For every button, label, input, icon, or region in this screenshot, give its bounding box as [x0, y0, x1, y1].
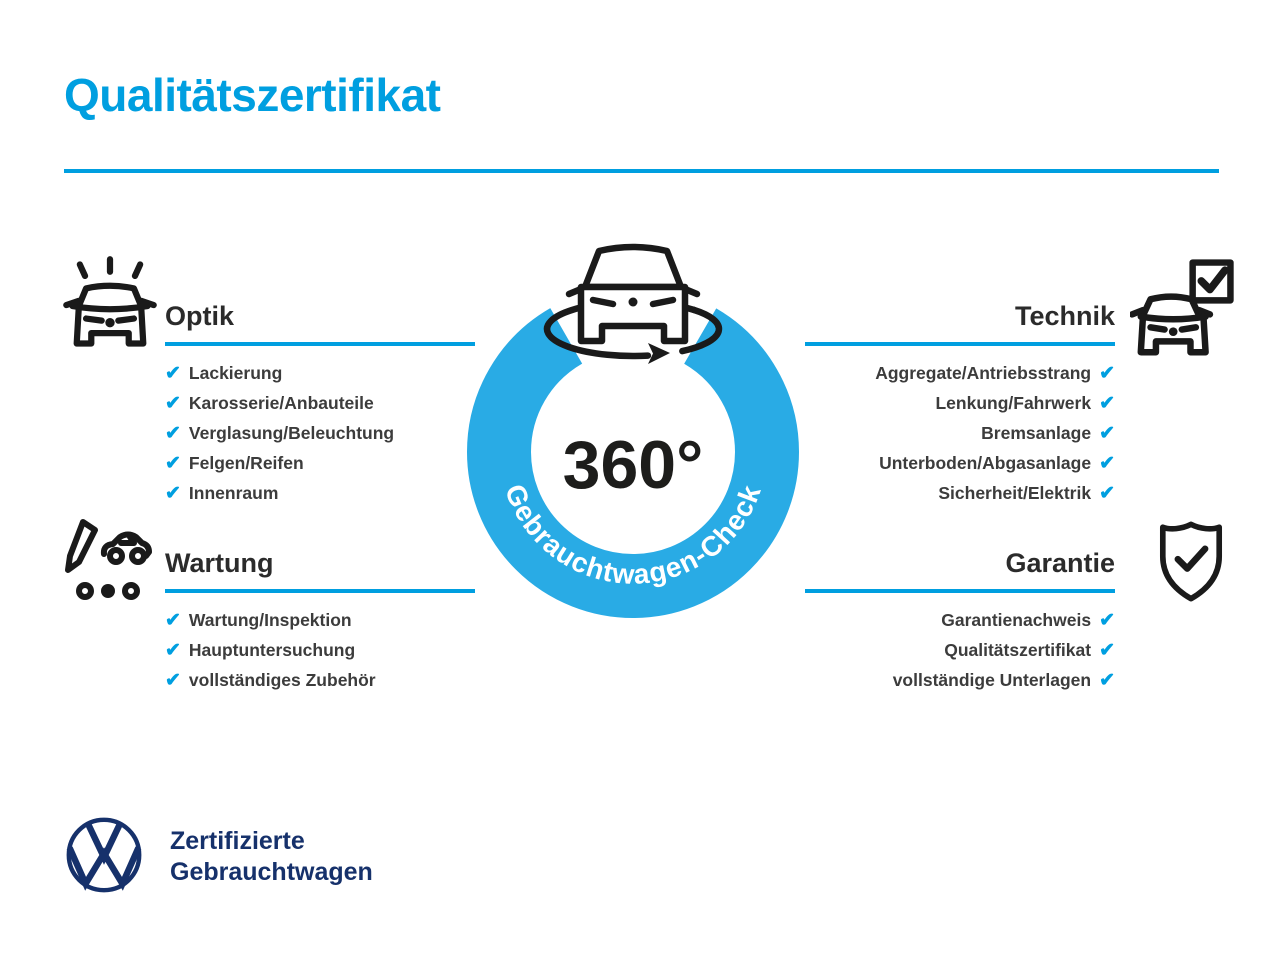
- checklist-item-label: Felgen/Reifen: [188, 452, 304, 473]
- ring-curved-label: Gebrauchtwagen-Check: [498, 479, 767, 591]
- check-icon: ✔: [165, 422, 181, 444]
- checklist-item: [805, 605, 1115, 635]
- section-optik-title: Optik: [165, 301, 235, 331]
- rotating-car-icon: [547, 247, 719, 364]
- checklist-item-label: Innenraum: [188, 482, 279, 503]
- checklist-item: [805, 635, 1115, 665]
- check-icon: ✔: [165, 639, 181, 661]
- section-technik: [805, 300, 1115, 508]
- check-icon: ✔: [165, 669, 181, 691]
- section-underline: [805, 589, 1115, 593]
- checklist-item-label: Bremsanlage: [981, 422, 1092, 443]
- checklist-item: [805, 388, 1115, 418]
- page-title: Qualitätszertifikat: [64, 69, 441, 121]
- technik-checklist: [805, 358, 1115, 508]
- checklist-item-label: Lenkung/Fahrwerk: [935, 392, 1092, 413]
- checklist-item-label: Qualitätszertifikat: [944, 639, 1092, 660]
- section-underline: [165, 589, 475, 593]
- checklist-item: [165, 388, 475, 418]
- garantie-checklist: [805, 605, 1115, 695]
- check-icon: ✔: [165, 392, 181, 414]
- checklist-item: [165, 478, 475, 508]
- vw-logo: [64, 815, 144, 895]
- check-icon: ✔: [1099, 452, 1115, 474]
- check-icon: ✔: [1099, 669, 1115, 691]
- section-garantie: [805, 547, 1115, 695]
- wartung-checklist: [165, 605, 475, 695]
- check-icon: ✔: [165, 452, 181, 474]
- checklist-item: [165, 665, 475, 695]
- checklist-item-label: Lackierung: [188, 362, 283, 383]
- sparkling-car-icon: [58, 252, 162, 356]
- section-garantie-title: Garantie: [1005, 548, 1115, 578]
- checklist-item-label: Unterboden/Abgasanlage: [879, 452, 1092, 473]
- car-checkbox-icon: [1130, 255, 1238, 363]
- section-technik-title: Technik: [1014, 301, 1115, 331]
- checklist-item-label: vollständige Unterlagen: [892, 669, 1092, 690]
- checklist-item: [165, 448, 475, 478]
- checklist-item-label: vollständiges Zubehör: [188, 669, 376, 690]
- checklist-item: [165, 635, 475, 665]
- check-icon: ✔: [1099, 482, 1115, 504]
- checklist-item-label: Sicherheit/Elektrik: [938, 482, 1092, 503]
- checklist-item-label: Garantienachweis: [941, 609, 1092, 630]
- pencil-car-checklist-icon: [58, 512, 158, 612]
- checklist-item: [805, 478, 1115, 508]
- footer-brand-line2: Gebrauchtwagen: [170, 858, 373, 886]
- check-icon: ✔: [165, 362, 181, 384]
- 360-degree-label: 360°: [562, 427, 704, 503]
- checklist-item-label: Wartung/Inspektion: [188, 609, 352, 630]
- checklist-item: [805, 665, 1115, 695]
- check-icon: ✔: [165, 482, 181, 504]
- check-icon: ✔: [1099, 639, 1115, 661]
- checklist-item: [165, 605, 475, 635]
- check-icon: ✔: [1099, 609, 1115, 631]
- check-icon: ✔: [1099, 422, 1115, 444]
- 360-check-graphic: [433, 240, 833, 660]
- checklist-item-label: Verglasung/Beleuchtung: [188, 422, 395, 443]
- title-divider: [64, 169, 1219, 173]
- footer-brand-text: [170, 826, 373, 888]
- checklist-item: [805, 448, 1115, 478]
- checklist-item: [805, 418, 1115, 448]
- checklist-item: [165, 418, 475, 448]
- check-icon: ✔: [1099, 392, 1115, 414]
- checklist-item-label: Aggregate/Antriebsstrang: [875, 362, 1092, 383]
- optik-checklist: [165, 358, 475, 508]
- section-underline: [805, 342, 1115, 346]
- check-icon: ✔: [1099, 362, 1115, 384]
- check-icon: ✔: [165, 609, 181, 631]
- checklist-item: [805, 358, 1115, 388]
- footer-brand-line1: Zertifizierte: [170, 827, 305, 855]
- section-underline: [165, 342, 475, 346]
- shield-check-icon: [1144, 514, 1238, 610]
- checklist-item: [165, 358, 475, 388]
- section-wartung-title: Wartung: [165, 548, 274, 578]
- checklist-item-label: Karosserie/Anbauteile: [188, 392, 374, 413]
- section-wartung: [165, 547, 475, 695]
- checklist-item-label: Hauptuntersuchung: [188, 639, 356, 660]
- section-optik: [165, 300, 475, 508]
